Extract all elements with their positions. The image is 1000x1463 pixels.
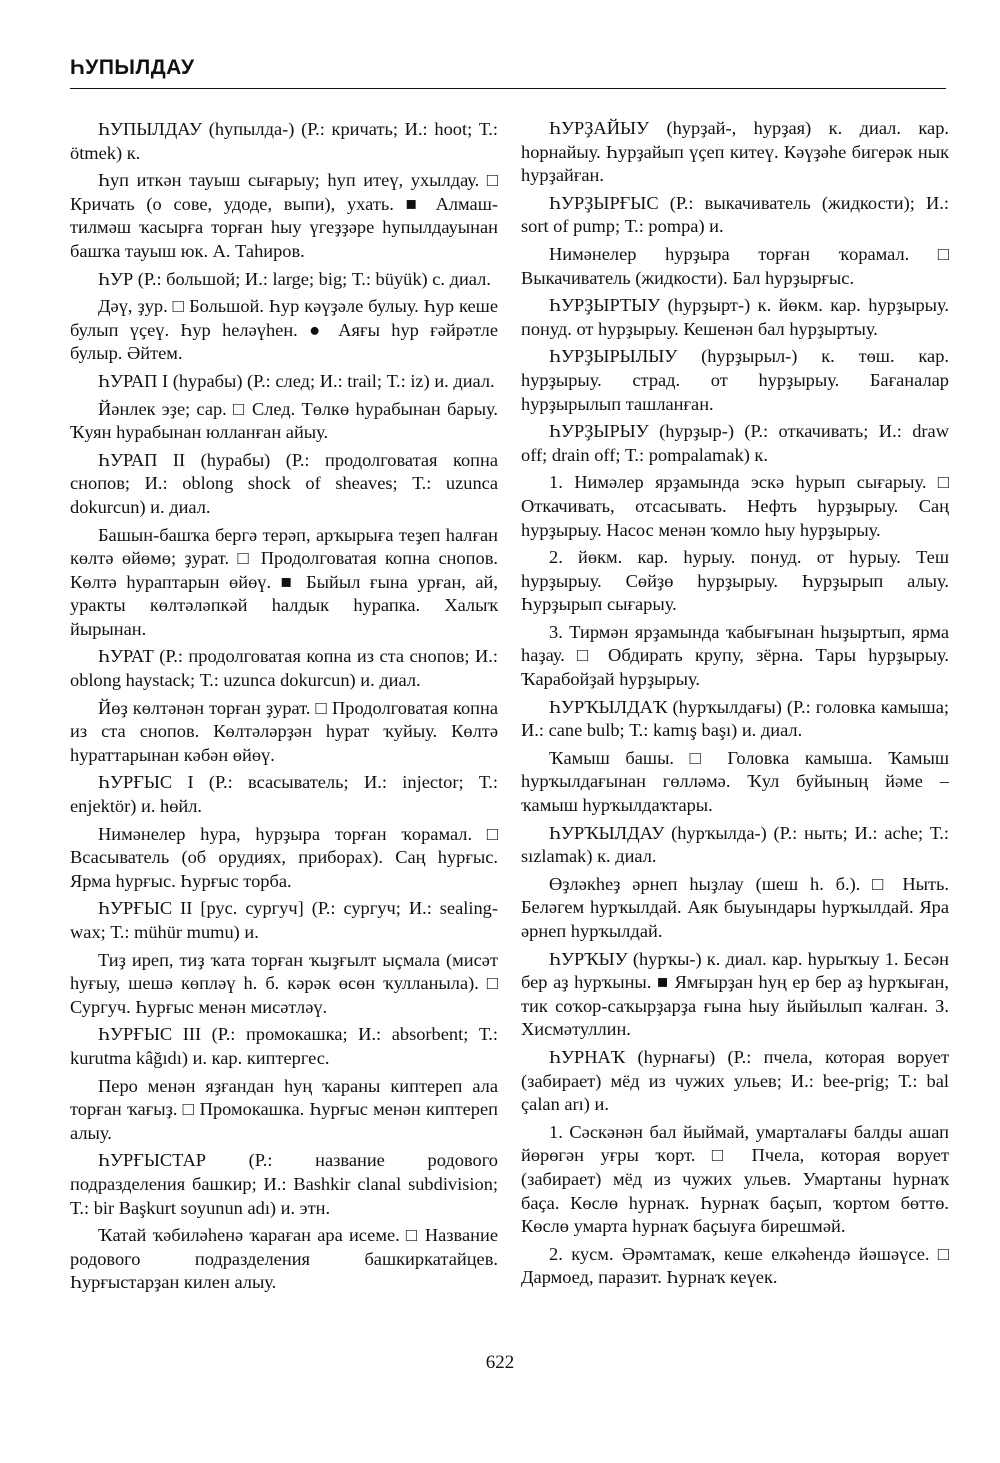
entry-hurzyrgys-body: Нимәнелер һурҙыра торған ҡорамал. □ Выкачиватель (жидкости). Бал һурҙырғыс. — [521, 243, 949, 288]
entry-hurgys3-head: ҺУРҒЫС III (Р.: промокашка; И.: absorbent; Т.: kurutma kâğıdı) и. кар. киптергес. — [70, 1024, 498, 1068]
entry-hurzyryu-head: ҺУРҘЫРЫУ (һурҙыр-) (Р.: откачивать; И.: draw off; drain off; Т.: pompalamak) к. — [521, 421, 949, 465]
entry-hurzyryu-sense-1: 1. Нимәлер ярҙамында эскә һурып сығарыу. □ Откачивать, отсасывать. Нефть һурҙырыу. Саң һурҙырыу. Насос менән ҡомло һыу һурҙырыу. — [521, 472, 949, 540]
entry-hurnak-head: ҺУРНАҠ (һурнағы) (Р.: пчела, которая ворует (забирает) мёд из чужих ульев; И.: bee-prig; Т.: bal çalan arı) и. — [521, 1046, 949, 1115]
entry-hurgys2-body: Тиҙ иреп, тиҙ ҡата торған ҡыҙғылт ыҫмала (мисәт һуғыу, шешә көпләү һ. б. кәрәк өсөн ҡулланыла). □ Сургуч. Һурғыс менән мисәтләү. — [70, 949, 498, 1017]
running-head: ҺУПЫЛДАУ — [70, 56, 195, 79]
entry-hurkyldau-head: ҺУРҠЫЛДАУ (һурҡылда-) (Р.: ныть; И.: ache; Т.: sızlamak) к. диал. — [521, 822, 949, 867]
entry-hurzyrtyu: ҺУРҘЫРТЫУ (һурҙырт-) к. йөкм. кар. һурҙырыу. понуд. от һурҙырыу. Кешенән бал һурҙыртыу. — [521, 295, 949, 339]
entry-hurnak-sense-2: 2. кусм. Әрәмтамаҡ, кеше елкәһендә йәшәүсе. □ Дармоед, паразит. Һурнаҡ кеүек. — [521, 1243, 949, 1288]
entry-hurgys1-head: ҺУРҒЫС I (Р.: всасыватель; И.: injector; Т.: enjektör) и. һөйл. — [70, 772, 498, 817]
entry-hurzaiyu: ҺУРҘАЙЫУ (һурҙай-, һурҙая) к. диал. кар. һорнайыу. Һурҙайып үҫеп китеү. Кәүҙәһе бигерәк нык һурҙайған. — [521, 118, 949, 186]
entry-hurap1-body: Йәнлек эҙе; сар. □ След. Төлкө һурабынан барыу. Ҡуян һурабынан юлланған айыу. — [70, 398, 498, 443]
entry-hurkyldak-body: Ҡамыш башы. □ Головка камыша. Ҡамыш һурҡылдағынан гөлләмә. Ҡул буйының йәме – ҡамыш һурҡылдаҡтары. — [521, 747, 949, 816]
entry-hur-head: ҺУР (Р.: большой; И.: large; big; Т.: büyük) с. диал. — [98, 268, 491, 289]
entry-hurgys2-head: ҺУРҒЫС II [рус. сургуч] (Р.: сургуч; И.: sealing-wax; Т.: mühür mumu) и. — [70, 898, 498, 942]
entry-hurzyrylyu: ҺУРҘЫРЫЛЫУ (һурҙырыл-) к. төш. кар. һурҙырыу. страд. от һурҙырыу. Бағаналар һурҙырылып ташланған. — [521, 346, 949, 414]
right-column — [521, 116, 949, 1294]
entry-hurgystar-head: ҺУРҒЫСТАР (Р.: название родового подразделения башкир; И.: Bashkir clanal subdivision; Т.: bir Başkurt soyunun adı) и. этн. — [70, 1150, 498, 1218]
entry-hupyldau-body: Һуп иткән тауыш сығарыу; һуп итеү, ухылдау. □ Кричать (о сове, удоде, выпи), ухать. ■ Алмаш-тилмәш ҡасырға торған һыу үгеҙҙәре һупылдауынан башҡа тауыш юк. А. Таһиров. — [70, 170, 498, 261]
entry-hur-body: Дәү, ҙур. □ Большой. Һур кәүҙәле булыу. Һур кеше булып үҫеү. Һур һеләүһен. ● Аяғы һур ғәйрәтле булыр. Әйтем. — [70, 296, 498, 364]
entry-hurap1-head: ҺУРАП I (һурабы) (Р.: след; И.: trail; Т.: iz) и. диал. — [98, 370, 495, 391]
entry-hupyldau-head: ҺУПЫЛДАУ (һупылда-) (Р.: кричать; И.: hoot; Т.: ötmek) к. — [70, 119, 498, 163]
entry-hurkyldau-body: Өҙләкһеҙ әрнеп һыҙлау (шеш һ. б.). □ Ныть. Беләгем һурҡылдай. Аяк быуындары һурҡылдай. Яра әрнеп һурҡылдай. — [521, 873, 949, 941]
entry-hurgystar-body: Ҡатай ҡәбиләһенә ҡараған ара исеме. □ Название родового подразделения башкиркатайцев. Һурғыстарҙан килен алыу. — [70, 1225, 498, 1293]
entry-hurnak-sense-1: 1. Сәскәнән бал йыймай, умарталағы балды ашап йөрөгән уғры ҡорт. □ Пчела, которая ворует (забирает) мёд из чужих ульев. Умартаны һурнаҡ баҫа. Көслө һурнаҡ. Һурнаҡ баҫып, ҡортом бөттө. Көслө умарта һурнаҡ баҫыуға бирешмәй. — [521, 1121, 949, 1237]
entry-hurap2-head: ҺУРАП II (һурабы) (Р.: продолговатая копна снопов; И.: oblong shock of sheaves; Т.: uzunca dokurcun) и. диал. — [70, 449, 498, 517]
entry-hurgys1-body: Нимәнелер һура, һурҙыра торған ҡорамал. □ Всасыватель (об орудиях, приборах). Саң һурғыс. Ярма һурғыс. Һурғыс торба. — [70, 823, 498, 891]
entry-hurkyldak-head: ҺУРҠЫЛДАҠ (һурҡылдағы) (Р.: головка камыша; И.: cane bulb; Т.: kamış başı) и. диал. — [521, 696, 949, 741]
entry-hurgys3-body: Перо менән яҙғандан һуң ҡараны киптереп ала торған ҡағыҙ. □ Промокашка. Һурғыс менән киптереп алыу. — [70, 1075, 498, 1143]
header-rule — [70, 88, 946, 89]
left-column — [70, 116, 498, 1299]
entry-hurat-body: Йөҙ көлтәнән торған ҙурат. □ Продолговатая копна из ста снопов. Көлтәләрҙән һурат ҡуйыу. Көлтә һураттарынан кәбән өйөү. — [70, 697, 498, 765]
entry-hurap2-body: Башын-башҡа бергә терәп, арҡырыға теҙеп һалған көлтә өйөмө; ҙурат. □ Продолговатая копна снопов. Көлтә һураптарын өйөү. ■ Быйыл ғына урған, ай, уракты көлтәләпкәй һалдык һурапка. Халыҡ йырынан. — [70, 524, 498, 639]
entry-hurzyryu-sense-3: 3. Тирмән ярҙамында ҡабығынан һыҙыртып, ярма һаҙау. □ Обдирать крупу, зёрна. Тары һурҙырыу. Ҡарабойҙай һурҙырыу. — [521, 621, 949, 690]
page-number: 622 — [485, 1352, 515, 1373]
entry-hurat-head: ҺУРАТ (Р.: продолговатая копна из ста снопов; И.: oblong haystack; Т.: uzunca dokurcun) и. диал. — [70, 646, 498, 691]
entry-hurzyryu-sense-2: 2. йөкм. кар. һурыу. понуд. от һурыу. Теш һурҙырыу. Сөйҙө һурҙырыу. Һурҙырып алыу. Һурҙырып сығарыу. — [521, 547, 949, 615]
entry-hurzyrgys-head: ҺУРҘЫРҒЫС (Р.: выкачиватель (жидкости); И.: sort of pump; Т.: pompa) и. — [521, 192, 949, 237]
entry-hurkyu: ҺУРҠЫУ (һурҡы-) к. диал. кар. һурыҡыу 1. Бесән бер аҙ һурҡыны. ■ Ямғырҙан һуң ер бер аҙ һурҡыған, тик соҡор-саҡырҙарҙа ғына һыу йыйылып ҡалған. З. Хисмәтуллин. — [521, 948, 949, 1040]
